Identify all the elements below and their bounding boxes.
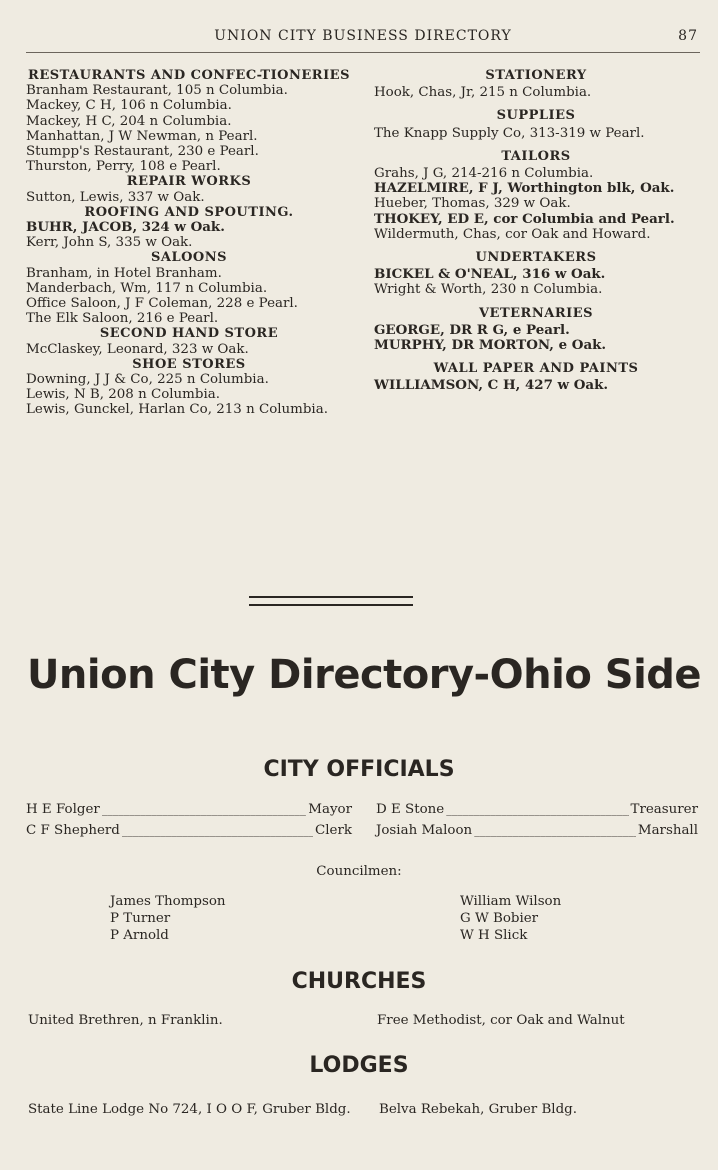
business-entry: Lewis, Gunckel, Harlan Co, 213 n Columbia. xyxy=(26,402,328,418)
running-head-title: UNION CITY BUSINESS DIRECTORY xyxy=(214,28,512,44)
councilman-name: W H Slick xyxy=(460,928,528,943)
business-entry: Stumpp's Restaurant, 230 e Pearl. xyxy=(26,144,259,160)
business-entry: Wildermuth, Chas, cor Oak and Howard. xyxy=(374,226,651,242)
official-row xyxy=(376,820,698,841)
category-heading: STATIONERY xyxy=(485,68,587,83)
business-entry: THOKEY, ED E, cor Columbia and Pearl. xyxy=(374,210,675,227)
church-entry: Free Methodist, cor Oak and Walnut xyxy=(377,1013,625,1028)
business-entry: Sutton, Lewis, 337 w Oak. xyxy=(26,189,205,205)
councilmen-right xyxy=(460,893,561,944)
official-role: Treasurer xyxy=(630,802,698,817)
councilman-name: William Wilson xyxy=(460,894,562,909)
leader-dots xyxy=(474,820,636,841)
category-heading: SALOONS xyxy=(150,250,228,266)
official-name: C F Shepherd xyxy=(26,823,120,838)
ohio-side-title: Union City Directory-Ohio Side xyxy=(26,652,702,698)
leader-dots xyxy=(446,799,628,820)
business-entry: WILLIAMSON, C H, 427 w Oak. xyxy=(374,377,609,394)
councilman-name: G W Bobier xyxy=(460,911,539,926)
councilman-name: P Arnold xyxy=(110,928,169,943)
business-entry: HAZELMIRE, F J, Worthington blk, Oak. xyxy=(374,180,675,197)
business-entry: Mackey, C H, 106 n Columbia. xyxy=(26,98,232,114)
business-entry: McClaskey, Leonard, 323 w Oak. xyxy=(26,341,249,357)
business-entry: BUHR, JACOB, 324 w Oak. xyxy=(26,219,225,236)
church-entry: United Brethren, n Franklin. xyxy=(28,1013,223,1028)
business-entry: Kerr, John S, 335 w Oak. xyxy=(26,235,193,251)
business-entry: BICKEL & O'NEAL, 316 w Oak. xyxy=(374,266,606,283)
category-heading: ROOFING AND SPOUTING. xyxy=(84,204,294,220)
left-business-column xyxy=(26,68,352,418)
section-divider xyxy=(249,596,413,606)
category-heading: TAILORS xyxy=(501,148,571,164)
official-role: Marshall xyxy=(637,823,698,838)
category-heading: UNDERTAKERS xyxy=(475,250,597,266)
business-entry: Manhattan, J W Newman, n Pearl. xyxy=(26,128,258,144)
official-row xyxy=(376,799,698,820)
category-heading: RESTAURANTS AND CONFEC-TIONERIES xyxy=(28,68,350,83)
business-entry: Hook, Chas, Jr, 215 n Columbia. xyxy=(374,85,592,101)
official-role: Mayor xyxy=(308,802,352,817)
business-entry: Wright & Worth, 230 n Columbia. xyxy=(374,282,603,298)
business-entry: Downing, J J & Co, 225 n Columbia. xyxy=(26,372,269,388)
category-heading: SHOE STORES xyxy=(132,356,246,372)
official-row xyxy=(26,799,352,820)
business-entry: MURPHY, DR MORTON, e Oak. xyxy=(374,337,607,354)
business-entry: The Elk Saloon, 216 e Pearl. xyxy=(26,311,219,327)
business-entry: Lewis, N B, 208 n Columbia. xyxy=(26,387,220,403)
lodge-entry: Belva Rebekah, Gruber Bldg. xyxy=(379,1102,577,1117)
right-business-column xyxy=(374,68,698,394)
lodge-entry: State Line Lodge No 724, I O O F, Gruber Bldg. xyxy=(28,1102,351,1117)
business-entry: Office Saloon, J F Coleman, 228 e Pearl. xyxy=(26,296,298,312)
category-heading: VETERNARIES xyxy=(478,305,594,321)
city-officials-heading: CITY OFFICIALS xyxy=(263,757,455,782)
officials-left xyxy=(26,799,352,841)
churches-heading: CHURCHES xyxy=(291,969,427,994)
councilmen-label: Councilmen: xyxy=(316,864,402,879)
councilman-name: James Thompson xyxy=(110,894,226,909)
category-heading: SECOND HAND STORE xyxy=(99,326,279,342)
official-name: H E Folger xyxy=(26,802,100,817)
business-entry: Manderbach, Wm, 117 n Columbia. xyxy=(26,280,268,296)
business-entry: GEORGE, DR R G, e Pearl. xyxy=(374,321,570,338)
category-heading: WALL PAPER AND PAINTS xyxy=(433,361,639,377)
business-entry: Branham, in Hotel Branham. xyxy=(26,265,222,281)
official-role: Clerk xyxy=(315,823,352,838)
councilmen-left xyxy=(110,893,226,944)
business-entry: The Knapp Supply Co, 313-319 w Pearl. xyxy=(374,125,645,141)
business-entry: Mackey, H C, 204 n Columbia. xyxy=(26,113,232,129)
official-name: Josiah Maloon xyxy=(376,823,473,838)
page-number: 87 xyxy=(678,28,698,44)
leader-dots xyxy=(102,799,306,820)
lodge-entry-left xyxy=(28,1101,358,1118)
running-head xyxy=(26,28,700,53)
lodges-heading: LODGES xyxy=(309,1053,409,1078)
leader-dots xyxy=(122,820,313,841)
business-entry: Grahs, J G, 214-216 n Columbia. xyxy=(374,166,594,182)
business-entry: Hueber, Thomas, 329 w Oak. xyxy=(374,196,571,212)
official-name: D E Stone xyxy=(376,802,445,817)
officials-right xyxy=(376,799,698,841)
category-heading: SUPPLIES xyxy=(496,108,576,124)
business-entry: Branham Restaurant, 105 n Columbia. xyxy=(26,83,288,99)
councilman-name: P Turner xyxy=(110,911,171,926)
official-row xyxy=(26,820,352,841)
category-heading: REPAIR WORKS xyxy=(126,174,252,190)
business-entry: Thurston, Perry, 108 e Pearl. xyxy=(26,159,221,175)
